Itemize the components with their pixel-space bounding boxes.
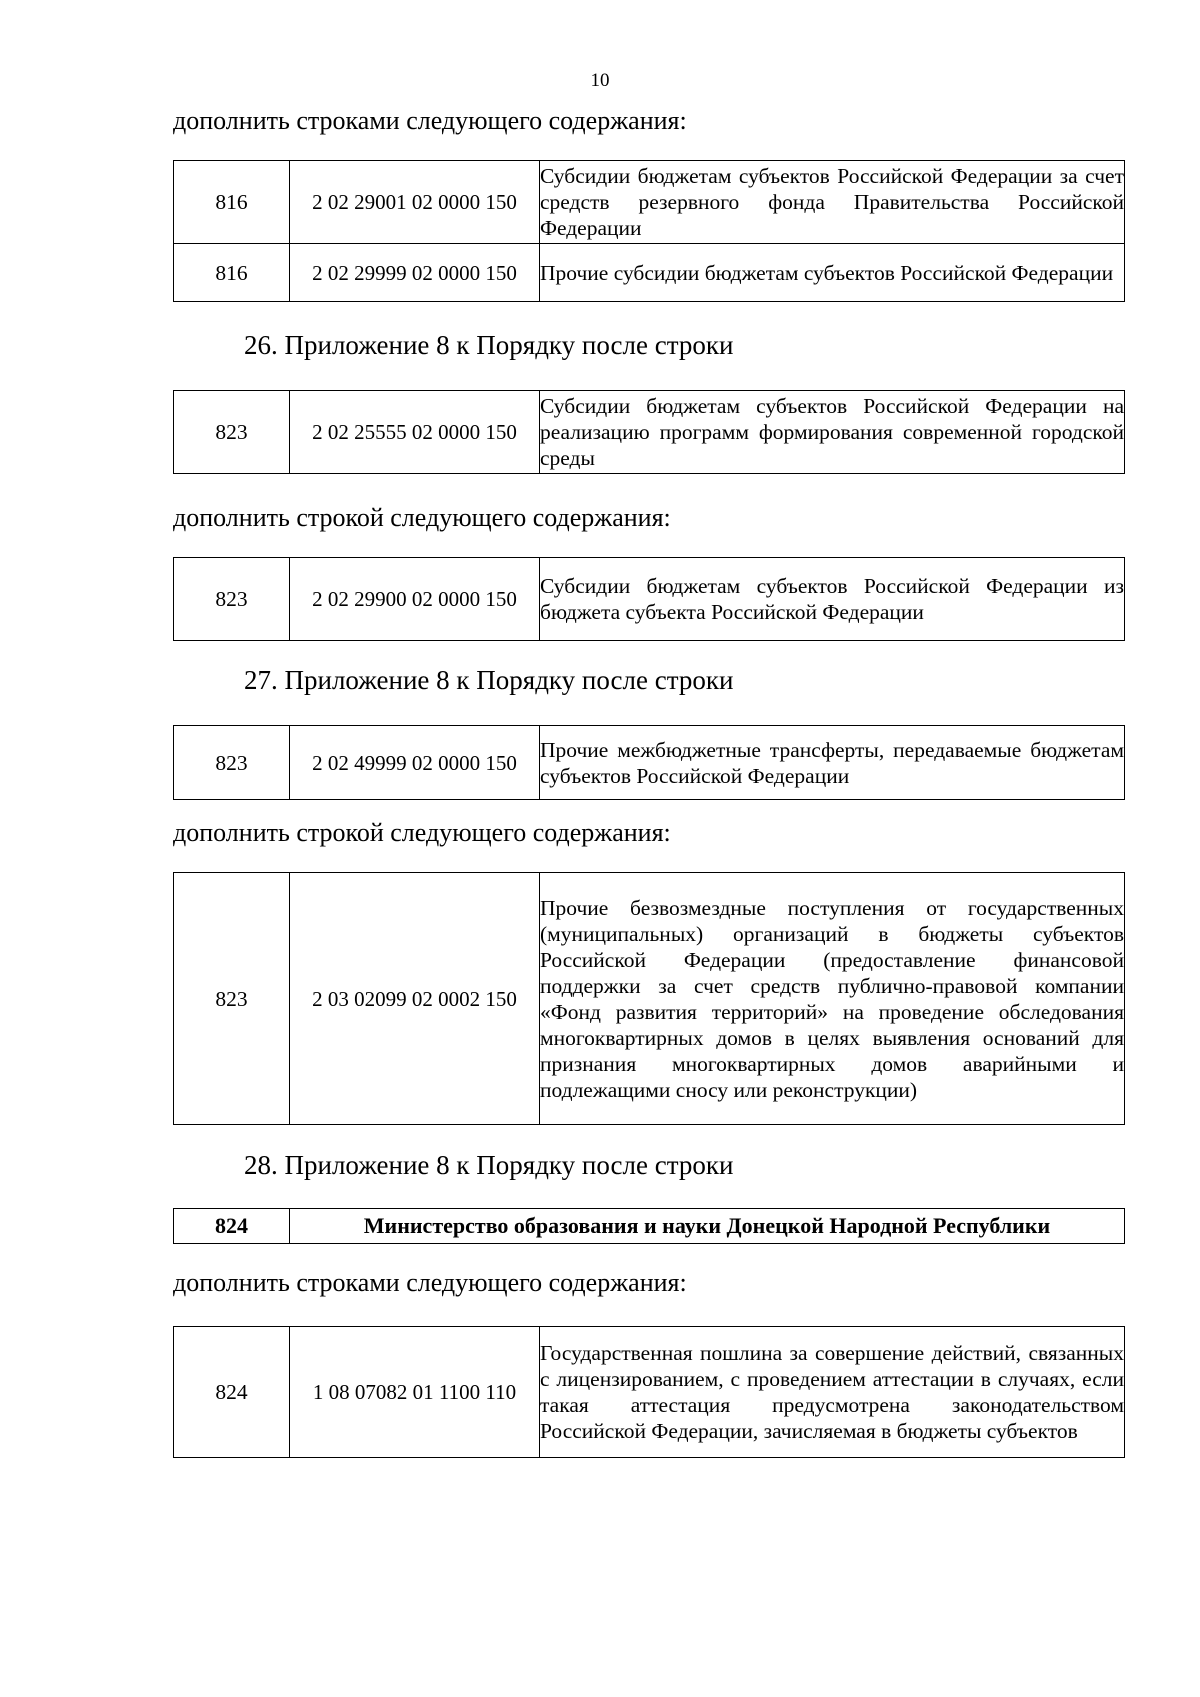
budget-code-cell: 1 08 07082 01 1100 110 (290, 1327, 540, 1458)
table-row (174, 1327, 1125, 1458)
budget-code-cell: 2 03 02099 02 0002 150 (290, 873, 540, 1125)
admin-code-cell: 823 (174, 391, 290, 474)
admin-code-cell: 824 (174, 1209, 290, 1244)
ministry-header-table (173, 1208, 1125, 1244)
table-row (174, 161, 1125, 244)
amendment-intro-text: дополнить строкой следующего содержания: (173, 503, 671, 532)
budget-codes-table-2 (173, 390, 1125, 474)
budget-codes-table-1 (173, 160, 1125, 302)
revenue-name-cell: Государственная пошлина за совершение действий, связанных с лицензированием, с проведением аттестации в случаях, если такая аттестация предусмотрена законодательством Российской Федерации, зачисляемая в бюджеты субъектов (540, 1327, 1125, 1458)
admin-code-cell: 823 (174, 873, 290, 1125)
revenue-name-cell: Прочие межбюджетные трансферты, передаваемые бюджетам субъектов Российской Федерации (540, 726, 1125, 800)
section-heading-27: 27. Приложение 8 к Порядку после строки (244, 665, 734, 695)
page-number: 10 (590, 70, 610, 91)
revenue-name-cell: Субсидии бюджетам субъектов Российской Федерации за счет средств резервного фонда Правительства Российской Федерации (540, 161, 1125, 244)
budget-code-cell: 2 02 29999 02 0000 150 (290, 244, 540, 302)
revenue-name-cell: Субсидии бюджетам субъектов Российской Федерации на реализацию программ формирования современной городской среды (540, 391, 1125, 474)
table-row (174, 726, 1125, 800)
budget-code-cell: 2 02 25555 02 0000 150 (290, 391, 540, 474)
budget-codes-table-5 (173, 872, 1125, 1125)
admin-code-cell: 816 (174, 161, 290, 244)
amendment-intro-text: дополнить строками следующего содержания: (173, 106, 687, 135)
admin-code-cell: 823 (174, 726, 290, 800)
budget-code-cell: 2 02 49999 02 0000 150 (290, 726, 540, 800)
table-row (174, 391, 1125, 474)
table-row (174, 873, 1125, 1125)
budget-codes-table-7 (173, 1326, 1125, 1458)
budget-codes-table-3 (173, 557, 1125, 641)
admin-code-cell: 816 (174, 244, 290, 302)
budget-code-cell: 2 02 29900 02 0000 150 (290, 558, 540, 641)
revenue-name-cell: Субсидии бюджетам субъектов Российской Федерации из бюджета субъекта Российской Федерации (540, 558, 1125, 641)
section-heading-26: 26. Приложение 8 к Порядку после строки (244, 330, 734, 360)
admin-code-cell: 823 (174, 558, 290, 641)
revenue-name-cell: Прочие субсидии бюджетам субъектов Российской Федерации (540, 244, 1125, 302)
ministry-title-cell: Министерство образования и науки Донецкой Народной Республики (290, 1209, 1125, 1244)
amendment-intro-text: дополнить строками следующего содержания: (173, 1268, 687, 1297)
section-heading-28: 28. Приложение 8 к Порядку после строки (244, 1150, 734, 1180)
amendment-intro-text: дополнить строкой следующего содержания: (173, 818, 671, 847)
budget-codes-table-4 (173, 725, 1125, 800)
budget-code-cell: 2 02 29001 02 0000 150 (290, 161, 540, 244)
table-row (174, 558, 1125, 641)
table-row (174, 244, 1125, 302)
revenue-name-cell: Прочие безвозмездные поступления от государственных (муниципальных) организаций в бюджеты субъектов Российской Федерации (предоставление финансовой поддержки за счет средств публично-правовой компании «Фонд развития территорий» на проведение обследования многоквартирных домов в целях выявления оснований для признания многоквартирных домов аварийными и подлежащими сносу или реконструкции) (540, 873, 1125, 1125)
table-row (174, 1209, 1125, 1244)
admin-code-cell: 824 (174, 1327, 290, 1458)
